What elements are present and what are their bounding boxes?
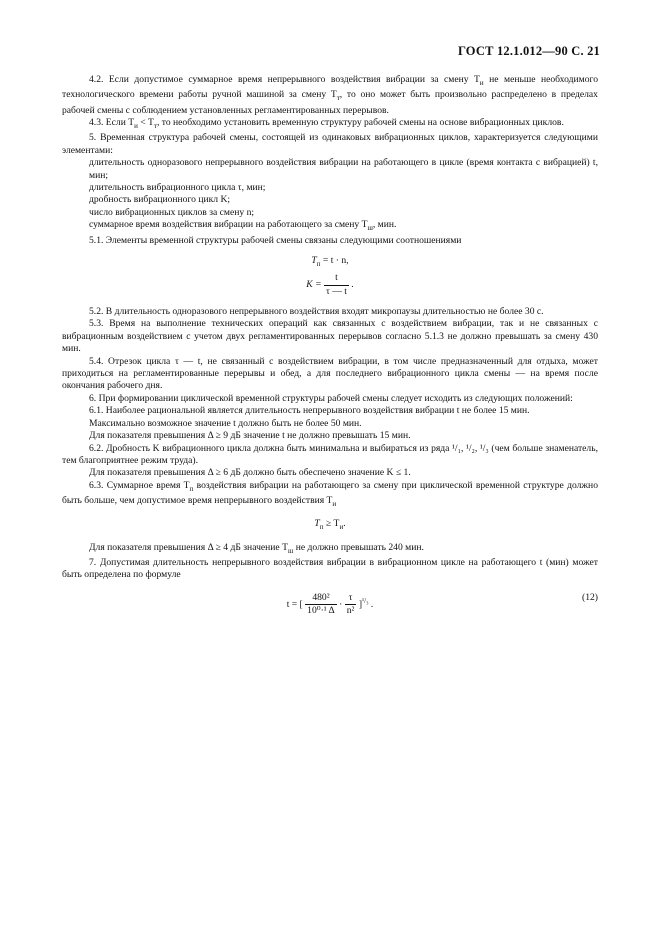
paragraph-5-3: 5.3. Время на выполнение технических операций как связанных с воздействием вибрации, так и не связанных с вибрационным воздействием с учетом двух регламентированных перерывов согласно 5.1.3 не должно превышать за смену 430 мин. [62,318,598,355]
list-item: суммарное время воздействия вибрации на работающего за смену $T_ш$, мин. [89,219,397,233]
equation-inequality: $T_п \ge T_и$. [314,518,346,532]
paragraph-5-1: 5.1. Элементы временной структуры рабочей смены связаны следующими соотношениями [89,234,462,246]
document-body [62,74,598,626]
paragraph-6-2: 6.2. Дробность K вибрационного цикла должна быть минимальна и выбираться из ряда ¹/₁, ¹/₂, ¹/₃ (чем больше знаменатель, тем благоприятнее режим труда). [62,442,598,466]
paragraph-6-3: 6.3. Суммарное время $T_п$ воздействия вибрации на работающего за смену при циклической временной структуре должно быть больше, чем допустимое время непрерывного воздействия $T_и$ [62,479,598,508]
list-item: число вибрационных циклов за смену n; [89,206,255,218]
fraction: $\frac{t}{\tau — t}$ [325,272,347,297]
equation-tn: $T_п = t \cdot n$, [311,254,349,268]
paragraph-4-2: 4.2. Если допустимое суммарное время непрерывного воздействия вибрации за смену $T_и$ не меньше необходимого технологического времени работы ручной машиной за смену $T_т$, то оно может быть произвольно распределено в пределах рабочей смены с соблюдением установленных регламентированных перерывов. [62,74,598,116]
list-item: длительность вибрационного цикла τ, мин; [89,181,266,193]
paragraph-7: 7. Допустимая длительность непрерывного воздействия вибрации в вибрационном цикле на работающего t (мин) может быть определена по формуле [62,556,598,581]
list-item: дробность вибрационного цикл K; [89,194,231,206]
paragraph-6: 6. При формировании циклической временной структуры рабочей смены следует исходить из следующих положений: [89,392,573,404]
paragraph-5-2: 5.2. В длительность одноразового непрерывного воздействия входят микропаузы длительностью не более 30 с. [89,306,544,318]
equation-12: t = [ $\frac{\text{480²}}{\text{10⁰·¹ Δ}}$ · $\frac{\tau}{\text{n²}}$ ]$^{^1/_3}$ . (12) [286,591,598,617]
paragraph-5-4: 5.4. Отрезок цикла τ — t, не связанный с воздействием вибрации, в том числе предназначенный для отдыха, может приходиться на регламентированные перерывы и обед, а для последнего вибрационного цикла смены — на время после окончания рабочего дня. [62,355,598,392]
equation-block-1 [62,255,598,298]
paragraph-6-1c: Для показателя превышения Δ ≥ 9 дБ значение t не должно превышать 15 мин. [89,430,411,442]
fraction: $\frac{\tau}{\text{n²}}$ [346,591,355,617]
paragraph-6-2b: Для показателя превышения Δ ≥ 6 дБ должно быть обеспечено значение K ≤ 1. [89,467,411,479]
paragraph-6-1b: Максимально возможное значение t должно быть не более 50 мин. [89,417,362,429]
page-header: ГОСТ 12.1.012—90 С. 21 [457,44,600,58]
equation-k: K = $\frac{t}{\tau — t}$ . [306,272,354,297]
fraction: $\frac{\text{480²}}{\text{10⁰·¹ Δ}}$ [307,591,335,617]
paragraph-4-3: 4.3. Если $T_и < T_т$, то необходимо установить временную структуру рабочей смены на основе вибрационных циклов. [89,117,564,130]
paragraph-5: 5. Временная структура рабочей смены, состоящей из одинаковых вибрационных циклов, характеризуется следующими элементами: [62,132,598,156]
paragraph-6-3b: Для показателя превышения Δ ≥ 4 дБ значение $T_ш$ не должно превышать 240 мин. [89,541,424,555]
equation-number: (12) [582,591,598,603]
list-item: длительность одноразового непрерывного воздействия вибрации на работающего в цикле (время контакта с вибрацией) t, мин; [89,157,598,181]
paragraph-6-1: 6.1. Наиболее рациональной является длительность непрерывного воздействия вибрации t не более 15 мин. [89,405,530,417]
